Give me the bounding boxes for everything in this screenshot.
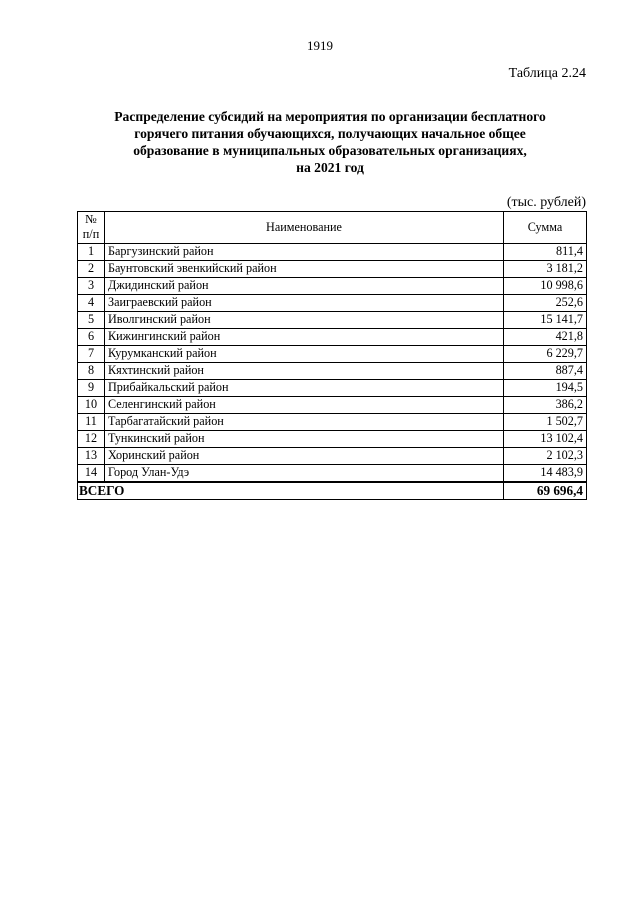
row-name: Кижингинский район <box>105 328 504 345</box>
total-label: ВСЕГО <box>78 482 504 500</box>
total-sum: 69 696,4 <box>504 482 587 500</box>
row-name: Тарбагатайский район <box>105 413 504 430</box>
title-line: образование в муниципальных образовательных организациях, <box>133 143 527 158</box>
table-row <box>78 413 587 430</box>
row-number: 4 <box>78 294 105 311</box>
title-line: горячего питания обучающихся, получающих начальное общее <box>134 126 526 141</box>
row-sum: 13 102,4 <box>504 430 587 447</box>
row-number: 13 <box>78 447 105 464</box>
header-sum: Сумма <box>504 212 587 244</box>
row-number: 8 <box>78 362 105 379</box>
row-number: 2 <box>78 260 105 277</box>
row-sum: 252,6 <box>504 294 587 311</box>
table-row <box>78 260 587 277</box>
row-sum: 811,4 <box>504 243 587 260</box>
table-row <box>78 362 587 379</box>
document-title <box>80 108 580 176</box>
row-name: Прибайкальский район <box>105 379 504 396</box>
row-name: Город Улан-Удэ <box>105 464 504 482</box>
units-label: (тыс. рублей) <box>506 195 586 210</box>
row-sum: 421,8 <box>504 328 587 345</box>
row-name: Кяхтинский район <box>105 362 504 379</box>
table-row <box>78 294 587 311</box>
row-number: 10 <box>78 396 105 413</box>
table-header-row <box>78 212 587 244</box>
table-row <box>78 243 587 260</box>
table-row <box>78 396 587 413</box>
row-number: 7 <box>78 345 105 362</box>
row-number: 9 <box>78 379 105 396</box>
table-row <box>78 328 587 345</box>
row-sum: 10 998,6 <box>504 277 587 294</box>
row-sum: 194,5 <box>504 379 587 396</box>
row-sum: 2 102,3 <box>504 447 587 464</box>
total-row <box>78 482 587 500</box>
row-number: 3 <box>78 277 105 294</box>
table-row <box>78 379 587 396</box>
table-row <box>78 311 587 328</box>
row-sum: 1 502,7 <box>504 413 587 430</box>
row-name: Баунтовский эвенкийский район <box>105 260 504 277</box>
row-name: Тункинский район <box>105 430 504 447</box>
row-name: Джидинский район <box>105 277 504 294</box>
subsidies-table <box>77 211 587 500</box>
row-sum: 15 141,7 <box>504 311 587 328</box>
page-number: 1919 <box>307 38 333 53</box>
header-number-line2: п/п <box>82 227 100 242</box>
table-row <box>78 430 587 447</box>
row-number: 5 <box>78 311 105 328</box>
row-number: 1 <box>78 243 105 260</box>
table-row <box>78 447 587 464</box>
table-label: Таблица 2.24 <box>508 66 586 81</box>
row-number: 14 <box>78 464 105 482</box>
header-name: Наименование <box>105 212 504 244</box>
row-number: 11 <box>78 413 105 430</box>
row-sum: 386,2 <box>504 396 587 413</box>
row-number: 6 <box>78 328 105 345</box>
header-number <box>78 212 105 244</box>
row-sum: 14 483,9 <box>504 464 587 482</box>
row-number: 12 <box>78 430 105 447</box>
title-line: Распределение субсидий на мероприятия по организации бесплатного <box>114 109 546 124</box>
row-sum: 887,4 <box>504 362 587 379</box>
row-name: Хоринский район <box>105 447 504 464</box>
row-name: Селенгинский район <box>105 396 504 413</box>
header-number-line1: № <box>85 212 97 226</box>
row-sum: 6 229,7 <box>504 345 587 362</box>
table-row <box>78 277 587 294</box>
row-sum: 3 181,2 <box>504 260 587 277</box>
row-name: Заиграевский район <box>105 294 504 311</box>
table-row <box>78 345 587 362</box>
title-line: на 2021 год <box>296 160 364 175</box>
row-name: Курумканский район <box>105 345 504 362</box>
row-name: Иволгинский район <box>105 311 504 328</box>
row-name: Баргузинский район <box>105 243 504 260</box>
table-row <box>78 464 587 482</box>
